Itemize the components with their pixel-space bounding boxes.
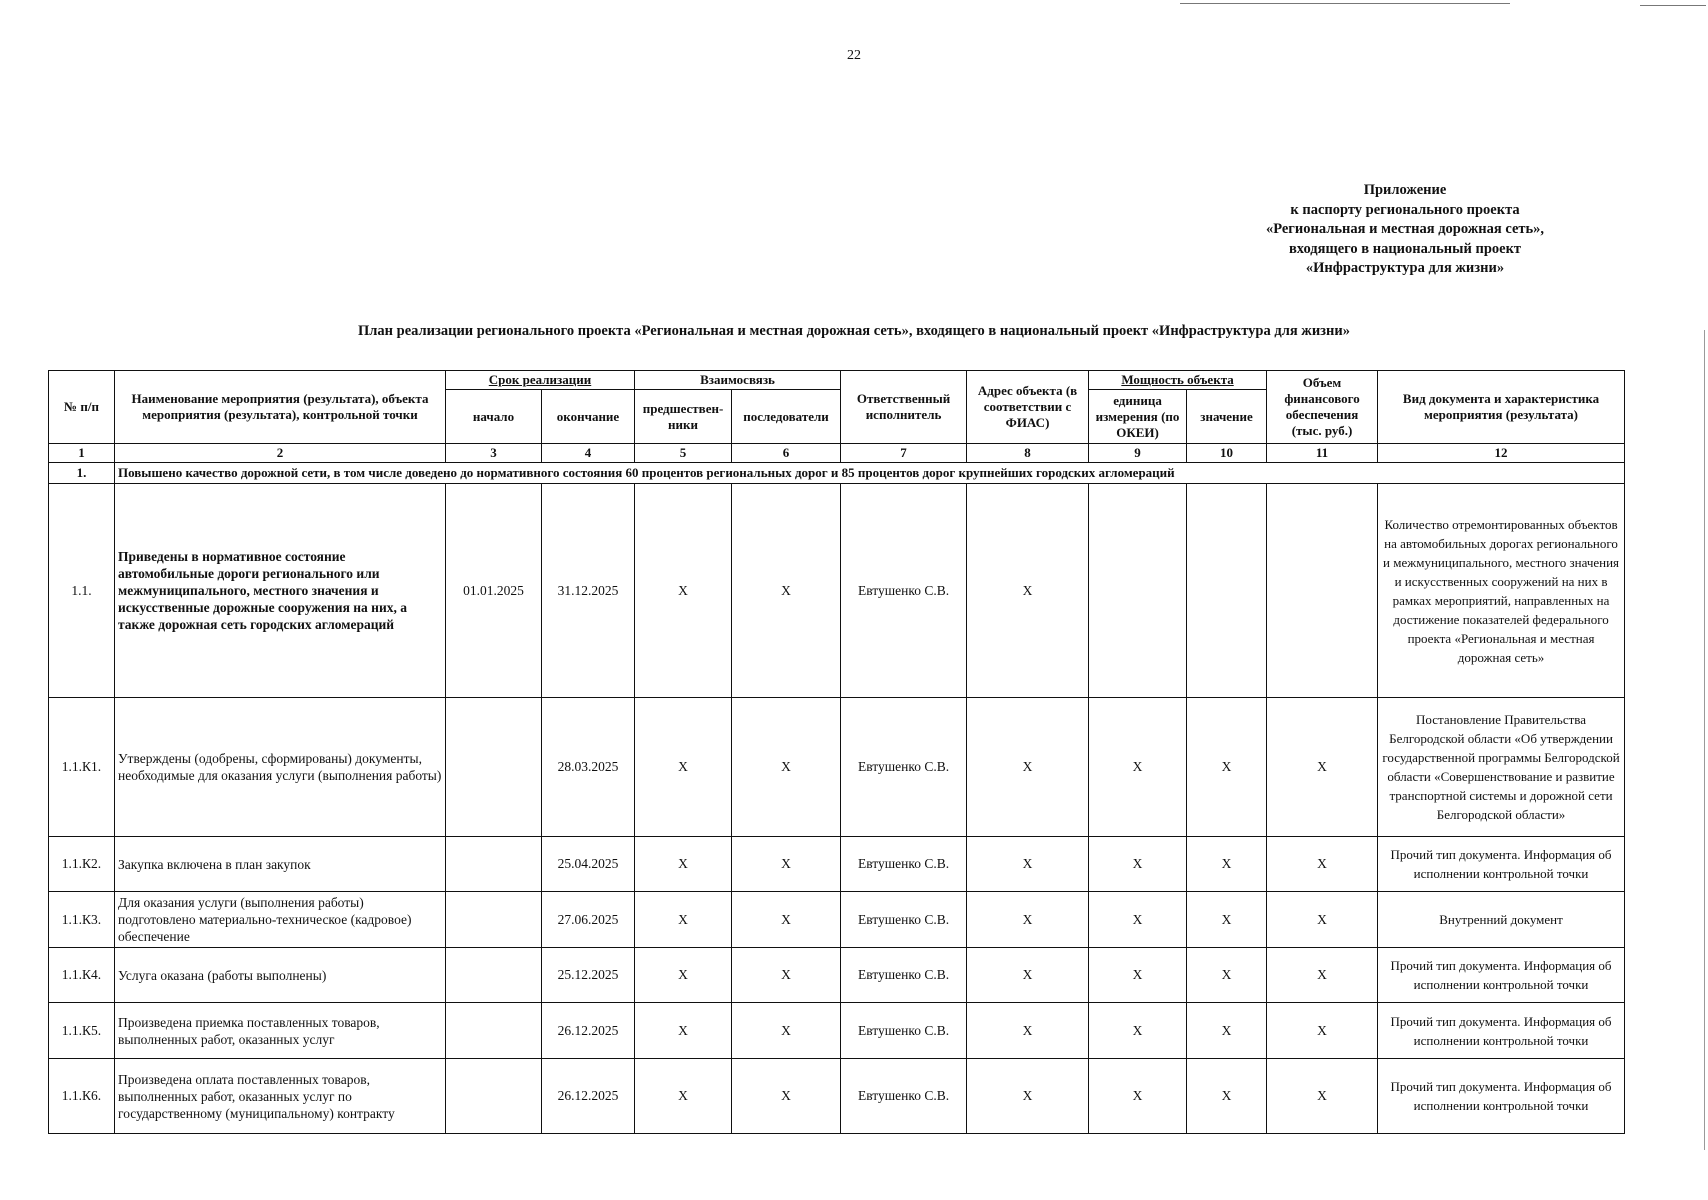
column-number: 6 [732,444,841,463]
row-value: X [1187,1003,1267,1059]
table-row [49,484,1625,698]
row-doctype: Прочий тип документа. Информация об исполнении контрольной точки [1378,1003,1625,1059]
row-end: 31.12.2025 [542,484,635,698]
row-num: 1.1.К1. [49,698,115,837]
row-doctype: Прочий тип документа. Информация об исполнении контрольной точки [1378,837,1625,892]
appendix-line: входящего в национальный проект [1288,240,1522,257]
row-successors: X [732,892,841,948]
column-number: 8 [967,444,1089,463]
row-address: X [967,948,1089,1003]
row-unit: X [1089,698,1187,837]
column-number: 2 [115,444,446,463]
row-predecessors: X [635,698,732,837]
row-doctype: Количество отремонтированных объектов на автомобильных дорогах регионального и межмуниципального, местного значения и искусственных сооружений на них в рамках мероприятий, направленных на достижение показателей федерального проекта «Региональная и местная дорожная сеть» [1378,484,1625,698]
row-funding: X [1267,892,1378,948]
header-address: Адрес объекта (в соответствии с ФИАС) [967,371,1089,444]
row-executor: Евтушенко С.В. [841,1059,967,1134]
table-row [49,1059,1625,1134]
row-name: Приведены в нормативное состояние автомобильные дороги регионального или межмуниципального, местного значения и искусственные дорожные сооружения на них, а также дорожная сеть городских агломераций [115,484,446,698]
header-name: Наименование мероприятия (результата), объекта мероприятия (результата), контрольной точки [115,371,446,444]
row-unit: X [1089,948,1187,1003]
row-funding: X [1267,698,1378,837]
scan-edge-line [1640,5,1706,6]
row-funding: X [1267,948,1378,1003]
row-predecessors: X [635,484,732,698]
row-address: X [967,837,1089,892]
row-doctype: Внутренний документ [1378,892,1625,948]
column-number: 3 [446,444,542,463]
section-row [49,463,1625,484]
row-num: 1.1. [49,484,115,698]
row-address: X [967,698,1089,837]
plan-table [48,370,1625,1134]
row-start [446,1003,542,1059]
header-period: Срок реализации [446,371,635,390]
header-end: окончание [542,390,635,444]
row-start [446,1059,542,1134]
header-relation: Взаимосвязь [635,371,841,390]
column-number: 11 [1267,444,1378,463]
row-name: Для оказания услуги (выполнения работы) подготовлено материально-техническое (кадровое) обеспечение [115,892,446,948]
row-num: 1.1.К4. [49,948,115,1003]
row-successors: X [732,837,841,892]
row-funding: X [1267,837,1378,892]
header-predecessors: предшествен-ники [635,390,732,444]
row-executor: Евтушенко С.В. [841,892,967,948]
row-address: X [967,1059,1089,1134]
row-funding [1267,484,1378,698]
row-name: Утверждены (одобрены, сформированы) документы, необходимые для оказания услуги (выполнения работы) [115,698,446,837]
row-value: X [1187,837,1267,892]
row-successors: X [732,1003,841,1059]
row-start [446,892,542,948]
row-unit: X [1089,892,1187,948]
appendix-line: «Региональная и местная дорожная сеть», [1265,221,1545,237]
table-row [49,948,1625,1003]
table-row [49,837,1625,892]
row-executor: Евтушенко С.В. [841,837,967,892]
row-end: 26.12.2025 [542,1003,635,1059]
row-name: Закупка включена в план закупок [115,837,446,892]
page-number: 22 [847,48,861,63]
column-number: 9 [1089,444,1187,463]
column-number: 7 [841,444,967,463]
header-successors: последователи [732,390,841,444]
row-successors: X [732,484,841,698]
row-executor: Евтушенко С.В. [841,948,967,1003]
header-num: № п/п [49,371,115,444]
scan-edge-line [1704,330,1705,1150]
table-row [49,892,1625,948]
appendix-line: «Инфраструктура для жизни» [1305,260,1505,276]
row-executor: Евтушенко С.В. [841,698,967,837]
section-text: Повышено качество дорожной сети, в том числе доведено до нормативного состояния 60 процентов региональных дорог и 85 процентов дорог крупнейших городских агломераций [115,463,1625,484]
row-num: 1.1.К3. [49,892,115,948]
header-executor: Ответственный исполнитель [841,371,967,444]
row-address: X [967,892,1089,948]
row-start: 01.01.2025 [446,484,542,698]
row-num: 1.1.К5. [49,1003,115,1059]
appendix-line: к паспорту регионального проекта [1290,201,1520,218]
header-value: значение [1187,390,1267,444]
row-value: X [1187,948,1267,1003]
row-value: X [1187,892,1267,948]
row-num: 1.1.К6. [49,1059,115,1134]
header-doctype: Вид документа и характеристика мероприятия (результата) [1378,371,1625,444]
row-unit: X [1089,1003,1187,1059]
table-row [49,698,1625,837]
row-value: X [1187,698,1267,837]
row-predecessors: X [635,948,732,1003]
row-executor: Евтушенко С.В. [841,484,967,698]
appendix-block [1195,181,1615,279]
appendix-line: Приложение [1363,182,1447,198]
row-address: X [967,484,1089,698]
row-predecessors: X [635,892,732,948]
row-unit [1089,484,1187,698]
row-value [1187,484,1267,698]
column-number-row [49,444,1625,463]
section-num: 1. [49,463,115,484]
column-number: 1 [49,444,115,463]
plan-title: План реализации регионального проекта «Региональная и местная дорожная сеть», входящего в национальный проект «Инфраструктура для жизни» [358,323,1350,339]
row-successors: X [732,1059,841,1134]
scan-edge-line [1180,3,1510,4]
row-end: 26.12.2025 [542,1059,635,1134]
row-start [446,837,542,892]
table-row [49,1003,1625,1059]
row-funding: X [1267,1059,1378,1134]
row-num: 1.1.К2. [49,837,115,892]
row-doctype: Прочий тип документа. Информация об исполнении контрольной точки [1378,1059,1625,1134]
row-doctype: Прочий тип документа. Информация об исполнении контрольной точки [1378,948,1625,1003]
row-predecessors: X [635,1059,732,1134]
column-number: 10 [1187,444,1267,463]
header-unit: единица измерения (по ОКЕИ) [1089,390,1187,444]
row-start [446,698,542,837]
header-capacity: Мощность объекта [1089,371,1267,390]
row-predecessors: X [635,837,732,892]
row-end: 25.04.2025 [542,837,635,892]
header-funding: Объем финансового обеспечения (тыс. руб.) [1267,371,1378,444]
header-start: начало [446,390,542,444]
column-number: 4 [542,444,635,463]
row-value: X [1187,1059,1267,1134]
column-number: 5 [635,444,732,463]
row-unit: X [1089,1059,1187,1134]
row-successors: X [732,698,841,837]
row-funding: X [1267,1003,1378,1059]
row-start [446,948,542,1003]
row-successors: X [732,948,841,1003]
row-end: 27.06.2025 [542,892,635,948]
column-number: 12 [1378,444,1625,463]
row-name: Произведена оплата поставленных товаров, выполненных работ, оказанных услуг по государственному (муниципальному) контракту [115,1059,446,1134]
row-name: Услуга оказана (работы выполнены) [115,948,446,1003]
row-end: 25.12.2025 [542,948,635,1003]
row-end: 28.03.2025 [542,698,635,837]
row-predecessors: X [635,1003,732,1059]
row-name: Произведена приемка поставленных товаров, выполненных работ, оказанных услуг [115,1003,446,1059]
row-doctype: Постановление Правительства Белгородской области «Об утверждении государственной программы Белгородской области «Совершенствование и развитие транспортной системы и дорожной сети Белгородской области» [1378,698,1625,837]
row-executor: Евтушенко С.В. [841,1003,967,1059]
row-address: X [967,1003,1089,1059]
row-unit: X [1089,837,1187,892]
